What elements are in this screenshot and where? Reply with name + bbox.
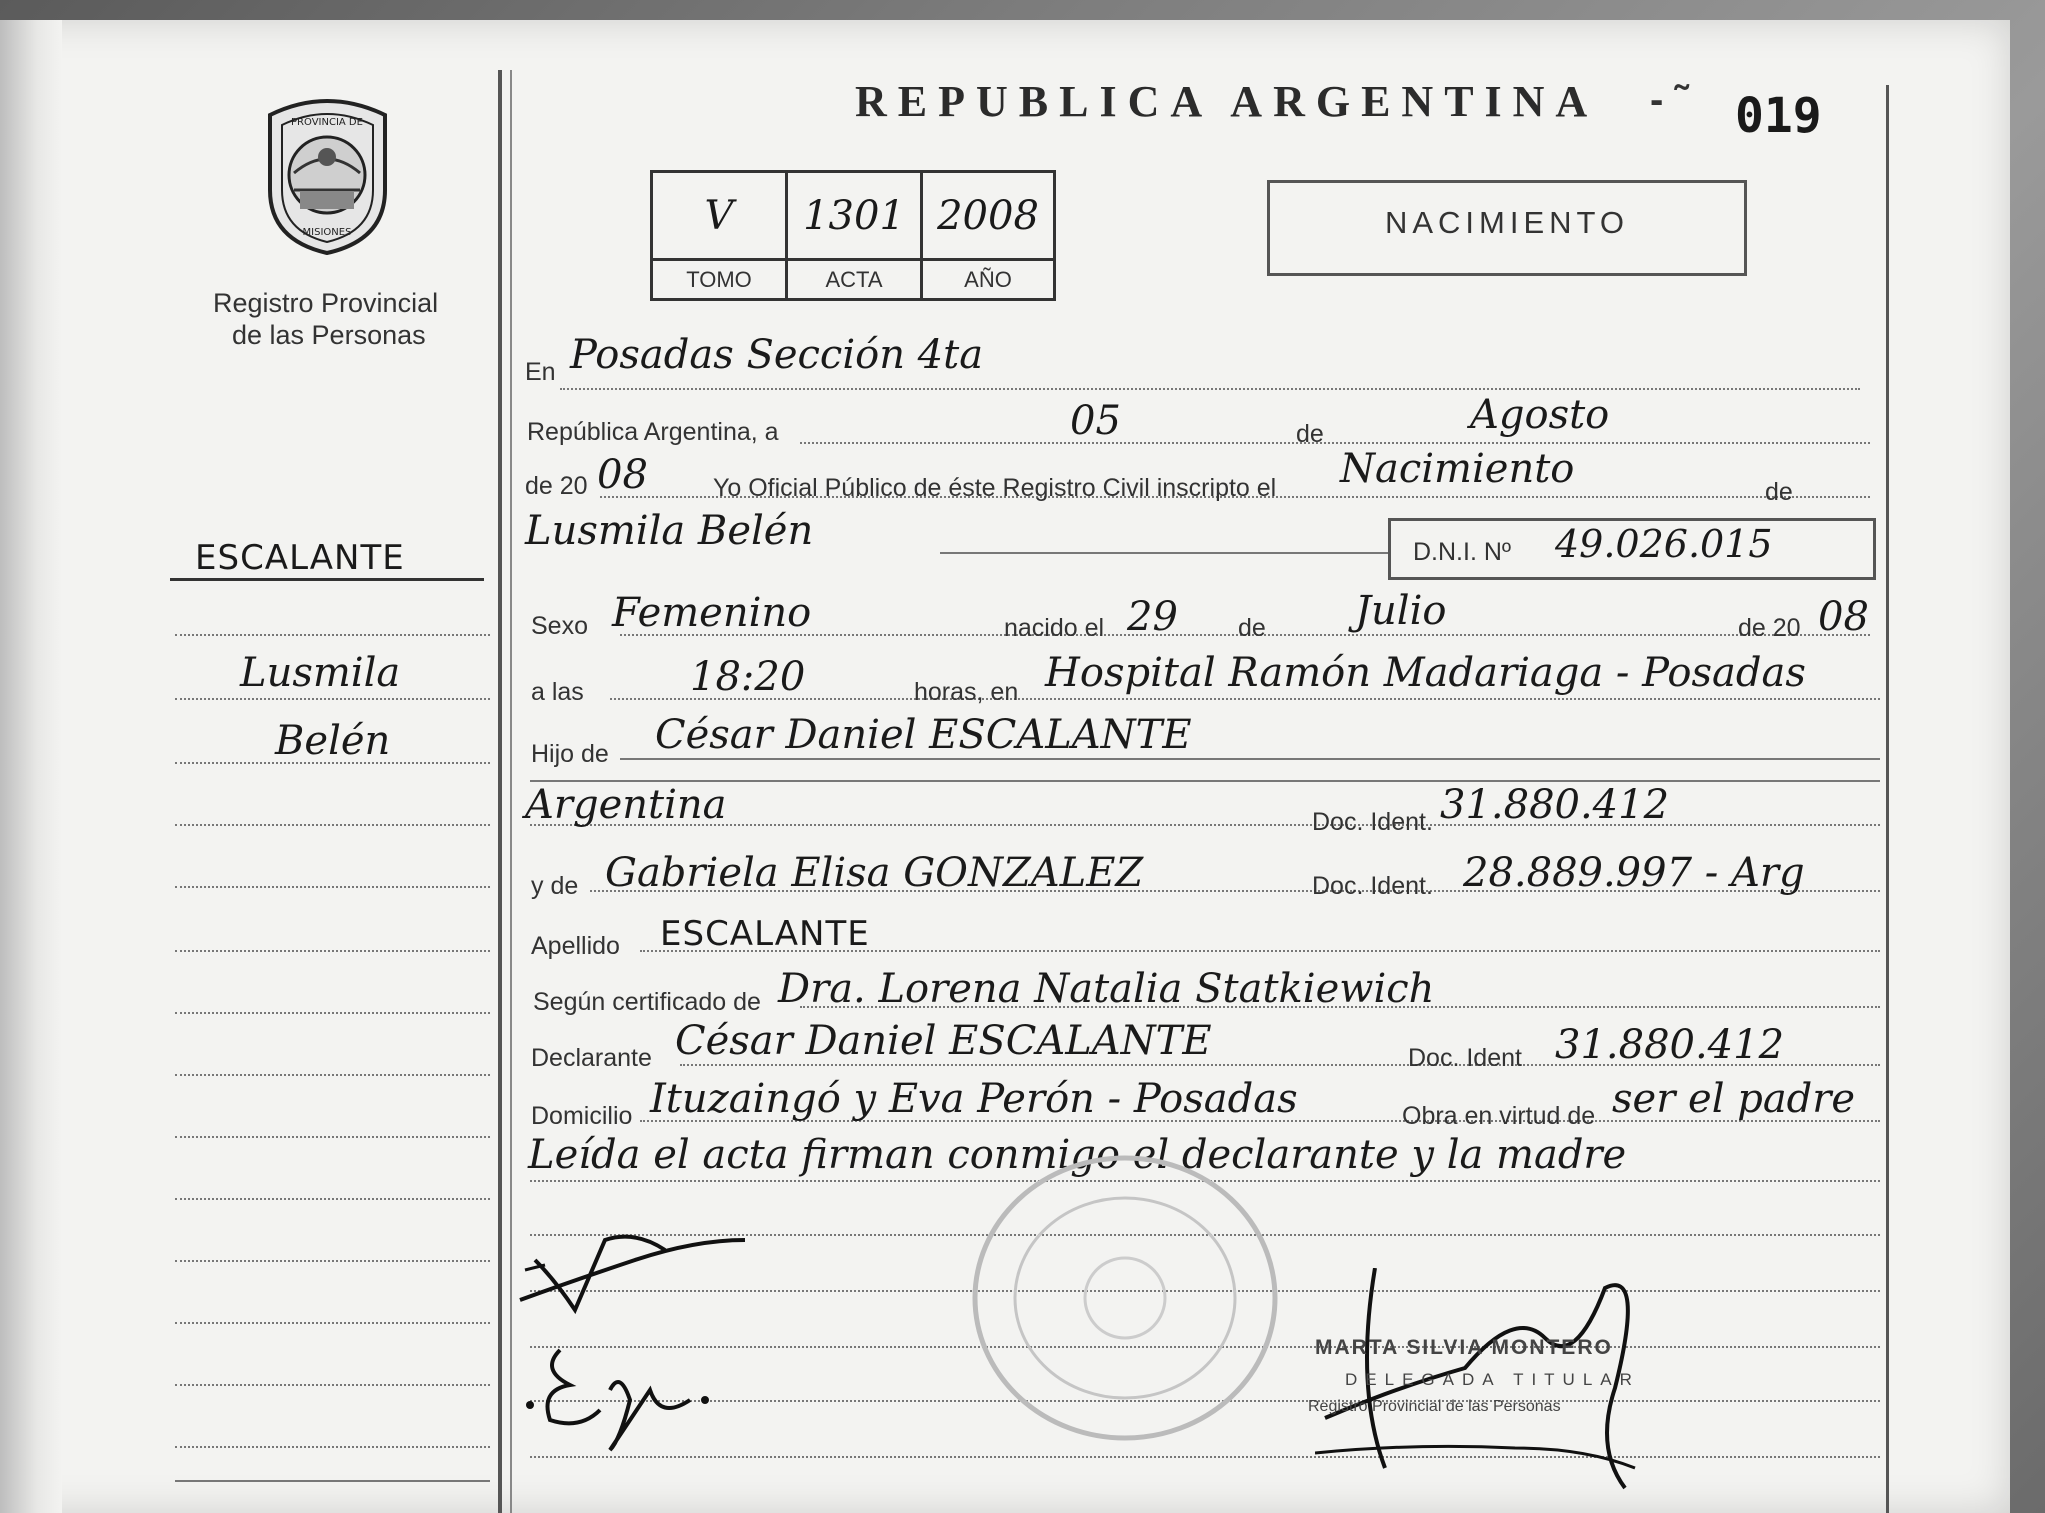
de-label-3: de — [1238, 614, 1266, 642]
margin-bottom-line — [175, 1480, 490, 1482]
signature-name: MARTA SILVIA MONTERO — [1315, 1336, 1613, 1359]
doc-label-1: Doc. Ident. — [1312, 808, 1433, 836]
horas-label: horas, en — [914, 678, 1019, 706]
signature-role: DELEGADA TITULAR — [1345, 1370, 1640, 1389]
dni-value: 49.026.015 — [1555, 522, 1773, 566]
svg-text:MISIONES: MISIONES — [302, 227, 352, 238]
provincial-seal-logo — [250, 95, 405, 255]
margin-divider-inner — [510, 70, 512, 1513]
header-dash: - ˜ — [1650, 78, 1688, 122]
domicilio-value: Ituzaingó y Eva Perón - Posadas — [650, 1076, 1298, 1122]
margin-dots — [175, 1074, 490, 1076]
alas-label: a las — [531, 678, 584, 706]
madre-doc: 28.889.997 - Arg — [1463, 850, 1805, 896]
month-value: Agosto — [1470, 392, 1610, 438]
page-number: 019 — [1735, 88, 1822, 144]
en-value: Posadas Sección 4ta — [570, 332, 984, 378]
republica-label: República Argentina, a — [527, 418, 779, 446]
nacido-year: 08 — [1818, 594, 1869, 640]
acta-value: 1301 — [787, 172, 922, 260]
margin-dots — [175, 1136, 490, 1138]
signature-office: Registro Provincial de las Personas — [1308, 1398, 1561, 1415]
right-border — [1886, 85, 1889, 1513]
declarante-doc: 31.880.412 — [1555, 1022, 1785, 1068]
anio-label: AÑO — [922, 260, 1055, 300]
sexo-label: Sexo — [531, 612, 588, 640]
margin-dots — [175, 950, 490, 952]
margin-surname: ESCALANTE — [195, 538, 405, 578]
hijo-label: Hijo de — [531, 740, 609, 768]
margin-dots — [175, 698, 490, 700]
de-label-2: de — [1765, 478, 1793, 506]
margin-divider — [498, 70, 502, 1513]
yo-label: Yo Oficial Público de éste Registro Civil inscripto el — [713, 474, 1277, 502]
row-line — [530, 780, 1880, 782]
svg-text:PROVINCIA DE: PROVINCIA DE — [291, 117, 363, 128]
row-line — [800, 442, 1870, 444]
reference-table — [650, 170, 1056, 301]
nacido-label: nacido el — [1004, 614, 1105, 642]
doc-label-2: Doc. Ident. — [1312, 872, 1433, 900]
obra-label: Obra en virtud de — [1402, 1102, 1596, 1130]
madre-value: Gabriela Elisa GONZALEZ — [605, 850, 1144, 896]
year-value: 08 — [597, 452, 648, 498]
acta-label: ACTA — [787, 260, 922, 300]
nacido-month: Julio — [1355, 588, 1447, 634]
certificado-value: Dra. Lorena Natalia Statkiewich — [778, 966, 1435, 1012]
day-value: 05 — [1070, 398, 1121, 444]
margin-dots — [175, 1198, 490, 1200]
hora-value: 18:20 — [690, 654, 806, 700]
registry-line1: Registro Provincial — [213, 288, 439, 318]
margin-dots — [175, 1322, 490, 1324]
official-stamp — [965, 1148, 1285, 1448]
doc-label-3: Doc. Ident — [1408, 1044, 1522, 1072]
registry-line2: de las Personas — [232, 320, 426, 350]
margin-dots — [175, 762, 490, 764]
yde-label: y de — [531, 872, 579, 900]
declarante-value: César Daniel ESCALANTE — [675, 1018, 1212, 1064]
en-label: En — [525, 358, 556, 386]
nacionalidad-value: Argentina — [525, 782, 727, 828]
anio-value: 2008 — [922, 172, 1055, 260]
initials-signature — [520, 1330, 730, 1460]
margin-dots — [175, 886, 490, 888]
row-line — [530, 824, 1880, 826]
lugar-value: Hospital Ramón Madariaga - Posadas — [1045, 650, 1806, 696]
margin-dots — [175, 1260, 490, 1262]
obra-value: ser el padre — [1612, 1076, 1856, 1122]
margin-dots — [175, 1012, 490, 1014]
margin-given2: Belén — [275, 718, 391, 764]
row-line — [560, 388, 1860, 390]
margin-dots — [175, 1384, 490, 1386]
sexo-value: Femenino — [612, 590, 812, 636]
page-title: REPUBLICA ARGENTINA — [855, 77, 1599, 126]
margin-given1: Lusmila — [240, 650, 401, 696]
dni-label: D.N.I. Nº — [1413, 538, 1512, 566]
tomo-label: TOMO — [652, 260, 787, 300]
row-line — [940, 552, 1390, 554]
margin-dots — [175, 824, 490, 826]
de-label-1: de — [1296, 420, 1324, 448]
nacido-day: 29 — [1127, 594, 1178, 640]
de20-label: de 20 — [525, 472, 588, 500]
row-line — [620, 758, 1880, 760]
apellido-label: Apellido — [531, 932, 620, 960]
book-gutter — [0, 20, 62, 1513]
segun-label: Según certificado de — [533, 988, 761, 1016]
margin-dots — [175, 634, 490, 636]
crossout-mark — [515, 1220, 755, 1320]
padre-doc: 31.880.412 — [1440, 782, 1670, 828]
inscripto-value: Nacimiento — [1340, 446, 1575, 492]
tomo-value: V — [652, 172, 787, 260]
de20b-label: de 20 — [1738, 614, 1801, 642]
margin-line — [170, 578, 484, 581]
domicilio-label: Domicilio — [531, 1102, 633, 1130]
name-value: Lusmila Belén — [525, 508, 814, 554]
record-type: NACIMIENTO — [1384, 205, 1630, 240]
leida-value: Leída el acta firman conmigo el declarante y la madre — [528, 1132, 1627, 1178]
margin-dots — [175, 1446, 490, 1448]
padre-value: César Daniel ESCALANTE — [655, 712, 1192, 758]
declarante-label: Declarante — [531, 1044, 652, 1072]
apellido-value: ESCALANTE — [660, 914, 870, 954]
